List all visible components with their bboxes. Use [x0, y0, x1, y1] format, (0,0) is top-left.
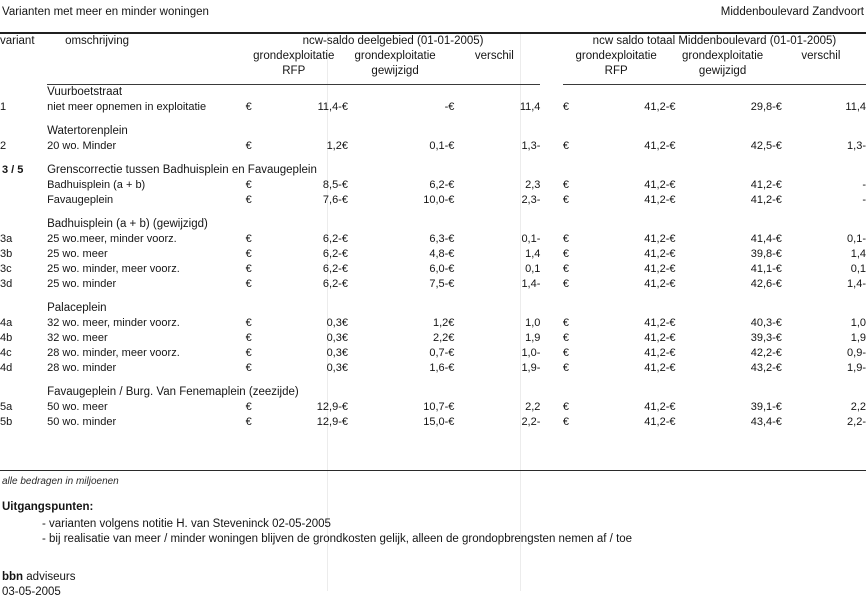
- currency-symbol: €: [341, 278, 348, 290]
- currency-symbol: €: [775, 101, 782, 113]
- cell-tot-gew: 39,1-: [750, 401, 776, 413]
- cell-omschrijving: 28 wo. minder: [47, 362, 117, 374]
- cell-omschrijving: 32 wo. meer: [47, 332, 108, 344]
- currency-symbol: €: [562, 194, 570, 206]
- cell-deel-verschil: 1,4: [525, 248, 541, 260]
- cell-tot-rfp: 41,2-: [644, 179, 670, 191]
- section-title-filler: [246, 217, 866, 232]
- currency-symbol: €: [448, 401, 455, 413]
- cell-omschrijving: 28 wo. minder, meer voorz.: [47, 347, 180, 359]
- cell-deel-gew: 0,7-: [429, 347, 449, 359]
- cell-tot-rfp: 41,2-: [644, 233, 670, 245]
- cell-deel-verschil: 11,4: [519, 101, 541, 113]
- section-variant-prefix: [0, 301, 47, 316]
- cell-deel-verschil: 1,9-: [521, 362, 541, 374]
- cell-tot-verschil: 1,9: [850, 332, 866, 344]
- cell-variant: [0, 193, 47, 208]
- cell-omschrijving: niet meer opnemen in exploitatie: [47, 101, 207, 113]
- cell-variant: 4a: [0, 317, 13, 329]
- cell-deel-gew: 6,3-: [429, 233, 449, 245]
- cell-deel-rfp: 0,3: [326, 347, 342, 359]
- cell-deel-verschil: 1,0: [525, 317, 541, 329]
- cell-tot-gew: 43,4-: [750, 416, 776, 428]
- currency-symbol: €: [448, 416, 455, 428]
- currency-symbol: €: [775, 347, 782, 359]
- cell-deel-gew: 10,7-: [423, 401, 449, 413]
- section-title-filler: [246, 85, 866, 101]
- currency-symbol: €: [448, 347, 455, 359]
- currency-symbol: €: [669, 401, 676, 413]
- currency-symbol: €: [669, 317, 676, 329]
- cell-deel-gew: 6,2-: [429, 179, 449, 191]
- cell-tot-rfp: 41,2-: [644, 401, 670, 413]
- spacer-cell: [0, 154, 866, 163]
- currency-symbol: €: [448, 362, 455, 374]
- currency-symbol: €: [669, 248, 676, 260]
- cell-omschrijving: 50 wo. minder: [47, 416, 117, 428]
- company-name-bold: bbn: [2, 571, 24, 583]
- cell-deel-verschil: 1,4-: [521, 278, 541, 290]
- section-title-row: [0, 124, 866, 139]
- currency-symbol: €: [562, 278, 570, 290]
- currency-symbol: €: [245, 233, 252, 245]
- section-variant-prefix: [0, 124, 47, 139]
- section-title-row: [0, 163, 866, 178]
- cell-omschrijving: Favaugeplein: [47, 194, 114, 206]
- table-row[interactable]: [0, 277, 866, 292]
- group-header-totaal: ncw saldo totaal Middenboulevard (01-01-2005): [592, 35, 837, 47]
- cell-deel-rfp: 6,2-: [322, 248, 342, 260]
- cell-deel-gew: 6,0-: [429, 263, 449, 275]
- cell-tot-verschil: 1,4: [850, 248, 866, 260]
- section-title-filler: [246, 385, 866, 400]
- cell-group-gap: [540, 178, 563, 193]
- cell-tot-verschil: 0,9-: [847, 347, 866, 359]
- cell-deel-verschil: 2,2-: [521, 416, 541, 428]
- cell-deel-gew: 4,8-: [429, 248, 449, 260]
- spacer-cell: [0, 376, 866, 385]
- cell-group-gap: [540, 232, 563, 247]
- amounts-note: alle bedragen in miljoenen: [2, 476, 119, 487]
- spacer-cell: [0, 115, 866, 124]
- currency-symbol: €: [341, 179, 348, 191]
- cell-tot-gew: 42,5-: [750, 140, 776, 152]
- cell-group-gap: [540, 400, 563, 415]
- currency-symbol: €: [245, 140, 252, 152]
- currency-symbol: €: [341, 347, 348, 359]
- cell-group-gap: [540, 415, 563, 430]
- currency-symbol: €: [669, 179, 676, 191]
- currency-symbol: €: [341, 362, 348, 374]
- section-variant-prefix: 3 / 5: [2, 164, 24, 176]
- project-title: Middenboulevard Zandvoort: [720, 6, 864, 18]
- cell-omschrijving: 25 wo.meer, minder voorz.: [47, 233, 177, 245]
- currency-symbol: €: [245, 347, 252, 359]
- currency-symbol: €: [562, 233, 570, 245]
- cell-group-gap: [540, 316, 563, 331]
- cell-tot-verschil: 1,0: [850, 317, 866, 329]
- cell-deel-rfp: 0,3: [326, 332, 342, 344]
- section-title-row: [0, 217, 866, 232]
- subheader-deel-verschil: verschil: [474, 50, 514, 62]
- cell-tot-verschil: 1,4-: [847, 278, 866, 290]
- currency-symbol: €: [562, 101, 570, 113]
- subheader-deel-gew-line2: gewijzigd: [371, 65, 419, 77]
- cell-deel-rfp: 12,9-: [316, 401, 342, 413]
- column-header-omschrijving: omschrijving: [65, 35, 129, 47]
- table-header-row-2: [0, 49, 866, 64]
- cell-tot-rfp: 41,2-: [644, 362, 670, 374]
- cell-variant: 5b: [0, 416, 13, 428]
- table-header-row-3: [0, 64, 866, 79]
- cell-group-gap: [540, 193, 563, 208]
- cell-variant: 5a: [0, 401, 13, 413]
- section-variant-prefix: [0, 385, 47, 400]
- document-date: 03-05-2005: [2, 586, 61, 598]
- table-row[interactable]: [0, 139, 866, 154]
- currency-symbol: €: [448, 101, 455, 113]
- cell-group-gap: [540, 262, 563, 277]
- subheader-deel-rfp-line1: grondexploitatie: [253, 50, 335, 62]
- section-title-row: [0, 301, 866, 316]
- currency-symbol: €: [245, 317, 252, 329]
- group-header-deelgebied: ncw-saldo deelgebied (01-01-2005): [302, 35, 484, 47]
- cell-deel-verschil: 1,0-: [521, 347, 541, 359]
- currency-symbol: €: [245, 278, 252, 290]
- cell-tot-rfp: 41,2-: [644, 332, 670, 344]
- spacer-cell: [0, 292, 866, 301]
- cell-deel-verschil: 0,1: [525, 263, 541, 275]
- cell-tot-gew: 29,8-: [750, 101, 776, 113]
- cell-deel-gew: -: [444, 101, 449, 113]
- currency-symbol: €: [245, 179, 252, 191]
- currency-symbol: €: [775, 233, 782, 245]
- cell-omschrijving: 25 wo. minder, meer voorz.: [47, 263, 180, 275]
- cell-omschrijving: 20 wo. Minder: [47, 140, 117, 152]
- cell-tot-gew: 41,2-: [750, 179, 776, 191]
- currency-symbol: €: [562, 401, 570, 413]
- cell-deel-verschil: 1,9: [525, 332, 541, 344]
- cell-deel-gew: 1,6-: [429, 362, 449, 374]
- currency-symbol: €: [775, 248, 782, 260]
- assumption-item-1: - varianten volgens notitie H. van Steveninck 02-05-2005: [42, 518, 331, 530]
- currency-symbol: €: [341, 263, 348, 275]
- table-row[interactable]: [0, 178, 866, 193]
- currency-symbol: €: [562, 332, 570, 344]
- section-title-row: [0, 85, 866, 101]
- subheader-tot-gew-line1: grondexploitatie: [681, 50, 764, 62]
- cell-variant: 2: [0, 140, 7, 152]
- cell-variant: 4c: [0, 347, 12, 359]
- currency-symbol: €: [775, 140, 782, 152]
- cell-tot-verschil: 2,2: [850, 401, 866, 413]
- subheader-tot-verschil: verschil: [801, 50, 841, 62]
- currency-symbol: €: [341, 248, 348, 260]
- table-body: [0, 85, 866, 431]
- section-title: Badhuisplein (a + b) (gewijzigd): [47, 218, 208, 230]
- cell-tot-verschil: -: [862, 179, 866, 191]
- currency-symbol: €: [562, 416, 570, 428]
- section-variant-prefix: [0, 217, 47, 232]
- currency-symbol: €: [669, 347, 676, 359]
- cell-deel-verschil: 2,3: [525, 179, 541, 191]
- cell-deel-gew: 2,2: [433, 332, 449, 344]
- cell-tot-gew: 41,1-: [750, 263, 776, 275]
- cell-tot-rfp: 41,2-: [644, 317, 670, 329]
- section-title-filler: [448, 163, 866, 178]
- cell-deel-rfp: 6,2-: [322, 233, 342, 245]
- spacer-row: [0, 208, 866, 217]
- subheader-deel-rfp-line2: RFP: [282, 65, 306, 77]
- cell-deel-verschil: 2,3-: [521, 194, 541, 206]
- cell-group-gap: [540, 277, 563, 292]
- cell-deel-rfp: 12,9-: [316, 416, 342, 428]
- currency-symbol: €: [341, 140, 348, 152]
- cell-group-gap: [540, 139, 563, 154]
- cell-tot-rfp: 41,2-: [644, 416, 670, 428]
- cell-deel-verschil: 0,1-: [521, 233, 541, 245]
- cell-variant: 3c: [0, 263, 12, 275]
- variants-table: [0, 34, 866, 430]
- currency-symbol: €: [245, 401, 252, 413]
- currency-symbol: €: [245, 263, 252, 275]
- cell-variant: 3d: [0, 278, 13, 290]
- spacer-row: [0, 376, 866, 385]
- currency-symbol: €: [669, 332, 676, 344]
- cell-omschrijving: 32 wo. meer, minder voorz.: [47, 317, 180, 329]
- currency-symbol: €: [562, 263, 570, 275]
- currency-symbol: €: [448, 140, 455, 152]
- cell-deel-gew: 1,2: [433, 317, 449, 329]
- table-row[interactable]: [0, 193, 866, 208]
- cell-tot-gew: 39,8-: [750, 248, 776, 260]
- table-row[interactable]: [0, 247, 866, 262]
- section-title: Palaceplein: [47, 302, 107, 314]
- cell-deel-rfp: 8,5-: [322, 179, 342, 191]
- page-header: [0, 0, 866, 34]
- subheader-deel-gew-line1: grondexploitatie: [354, 50, 436, 62]
- currency-symbol: €: [669, 194, 676, 206]
- currency-symbol: €: [775, 401, 782, 413]
- spacer-row: [0, 115, 866, 124]
- cell-tot-verschil: -: [862, 194, 866, 206]
- cell-group-gap: [540, 331, 563, 346]
- spacer-row: [0, 292, 866, 301]
- subheader-tot-rfp-line1: grondexploitatie: [575, 50, 657, 62]
- currency-symbol: €: [341, 401, 348, 413]
- currency-symbol: €: [669, 233, 676, 245]
- table-row[interactable]: [0, 331, 866, 346]
- cell-tot-verschil: 0,1-: [847, 233, 866, 245]
- section-title-row: [0, 385, 866, 400]
- footer-divider: [0, 470, 866, 471]
- cell-variant: 4b: [0, 332, 13, 344]
- currency-symbol: €: [775, 317, 782, 329]
- currency-symbol: €: [448, 194, 455, 206]
- currency-symbol: €: [669, 362, 676, 374]
- cell-tot-verschil: 1,3-: [847, 140, 866, 152]
- table-header-row-1: [0, 34, 866, 49]
- currency-symbol: €: [562, 179, 570, 191]
- cell-deel-rfp: 11,4-: [317, 101, 342, 113]
- currency-symbol: €: [775, 263, 782, 275]
- cell-tot-verschil: 11,4: [845, 101, 866, 113]
- cell-group-gap: [540, 346, 563, 361]
- currency-symbol: €: [562, 347, 570, 359]
- section-title: Vuurboetstraat: [47, 86, 123, 98]
- cell-deel-verschil: 2,2: [525, 401, 541, 413]
- table-row[interactable]: [0, 316, 866, 331]
- currency-symbol: €: [341, 101, 348, 113]
- variants-table-area: [0, 34, 866, 430]
- cell-tot-gew: 40,3-: [750, 317, 776, 329]
- cell-tot-gew: 43,2-: [750, 362, 776, 374]
- cell-tot-rfp: 41,2-: [644, 101, 670, 113]
- cell-omschrijving: 50 wo. meer: [47, 401, 108, 413]
- table-row[interactable]: [0, 100, 866, 115]
- assumptions-title: Uitgangspunten:: [2, 501, 94, 513]
- cell-variant: 1: [0, 101, 7, 113]
- cell-deel-rfp: 0,3: [326, 362, 342, 374]
- cell-tot-gew: 42,2-: [750, 347, 776, 359]
- cell-deel-rfp: 1,2: [326, 140, 342, 152]
- cell-tot-gew: 42,6-: [750, 278, 776, 290]
- section-title-filler: [246, 124, 866, 139]
- subheader-tot-rfp-line2: RFP: [604, 65, 628, 77]
- currency-symbol: €: [669, 101, 676, 113]
- table-row[interactable]: [0, 232, 866, 247]
- cell-omschrijving: 25 wo. minder: [47, 278, 117, 290]
- currency-symbol: €: [669, 416, 676, 428]
- cell-deel-rfp: 7,6-: [322, 194, 342, 206]
- cell-deel-gew: 10,0-: [423, 194, 449, 206]
- section-title: Grenscorrectie tussen Badhuisplein en Favaugeplein: [47, 164, 317, 176]
- cell-tot-verschil: 0,1: [850, 263, 866, 275]
- currency-symbol: €: [341, 317, 348, 329]
- currency-symbol: €: [448, 317, 455, 329]
- currency-symbol: €: [775, 332, 782, 344]
- currency-symbol: €: [562, 317, 570, 329]
- cell-group-gap: [540, 247, 563, 262]
- currency-symbol: €: [775, 416, 782, 428]
- cell-tot-gew: 41,2-: [750, 194, 776, 206]
- cell-omschrijving: 25 wo. meer: [47, 248, 108, 260]
- section-variant-prefix: [0, 85, 47, 101]
- page-title: Varianten met meer en minder woningen: [2, 6, 209, 18]
- cell-tot-verschil: 1,9-: [847, 362, 866, 374]
- currency-symbol: €: [775, 194, 782, 206]
- cell-tot-rfp: 41,2-: [644, 194, 670, 206]
- cell-tot-gew: 41,4-: [750, 233, 776, 245]
- table-row[interactable]: [0, 262, 866, 277]
- subheader-tot-gew-line2: gewijzigd: [698, 65, 747, 77]
- cell-tot-rfp: 41,2-: [644, 278, 670, 290]
- table-row[interactable]: [0, 361, 866, 376]
- section-title: Favaugeplein / Burg. Van Fenemaplein (zeezijde): [47, 386, 299, 398]
- cell-deel-gew: 7,5-: [429, 278, 449, 290]
- cell-deel-rfp: 0,3: [326, 317, 342, 329]
- currency-symbol: €: [775, 179, 782, 191]
- currency-symbol: €: [448, 263, 455, 275]
- currency-symbol: €: [245, 194, 252, 206]
- cell-deel-rfp: 6,2-: [322, 263, 342, 275]
- cell-group-gap: [540, 361, 563, 376]
- cell-tot-gew: 39,3-: [750, 332, 776, 344]
- cell-variant: 3b: [0, 248, 13, 260]
- currency-symbol: €: [341, 332, 348, 344]
- currency-symbol: €: [245, 101, 252, 113]
- currency-symbol: €: [245, 362, 252, 374]
- currency-symbol: €: [562, 140, 570, 152]
- cell-deel-rfp: 6,2-: [322, 278, 342, 290]
- cell-omschrijving: Badhuisplein (a + b): [47, 179, 146, 191]
- currency-symbol: €: [448, 332, 455, 344]
- cell-group-gap: [540, 100, 563, 115]
- currency-symbol: €: [775, 362, 782, 374]
- assumption-item-2: - bij realisatie van meer / minder woningen blijven de grondkosten gelijk, alleen de grondopbrengsten nemen af / toe: [42, 533, 633, 545]
- section-title: Watertorenplein: [47, 125, 128, 137]
- cell-deel-gew: 15,0-: [423, 416, 449, 428]
- currency-symbol: €: [245, 248, 252, 260]
- cell-deel-verschil: 1,3-: [521, 140, 541, 152]
- cell-variant: 3a: [0, 233, 13, 245]
- currency-symbol: €: [669, 278, 676, 290]
- cell-deel-gew: 0,1-: [429, 140, 449, 152]
- currency-symbol: €: [341, 233, 348, 245]
- currency-symbol: €: [448, 278, 455, 290]
- cell-tot-rfp: 41,2-: [644, 140, 670, 152]
- cell-tot-rfp: 41,2-: [644, 263, 670, 275]
- table-row[interactable]: [0, 415, 866, 430]
- currency-symbol: €: [448, 248, 455, 260]
- cell-variant: [0, 178, 47, 193]
- currency-symbol: €: [245, 416, 252, 428]
- cell-tot-rfp: 41,2-: [644, 248, 670, 260]
- currency-symbol: €: [341, 194, 348, 206]
- spacer-cell: [0, 208, 866, 217]
- company-name-rest: adviseurs: [23, 571, 76, 583]
- currency-symbol: €: [669, 263, 676, 275]
- cell-tot-verschil: 2,2-: [847, 416, 866, 428]
- column-header-variant: variant: [0, 35, 35, 47]
- cell-tot-rfp: 41,2-: [644, 347, 670, 359]
- table-row[interactable]: [0, 346, 866, 361]
- currency-symbol: €: [775, 278, 782, 290]
- currency-symbol: €: [448, 179, 455, 191]
- company-name: [2, 571, 76, 583]
- currency-symbol: €: [448, 233, 455, 245]
- currency-symbol: €: [341, 416, 348, 428]
- section-title-filler: [246, 301, 866, 316]
- currency-symbol: €: [669, 140, 676, 152]
- cell-variant: 4d: [0, 362, 13, 374]
- currency-symbol: €: [562, 362, 570, 374]
- spacer-row: [0, 154, 866, 163]
- currency-symbol: €: [562, 248, 570, 260]
- table-row[interactable]: [0, 400, 866, 415]
- currency-symbol: €: [245, 332, 252, 344]
